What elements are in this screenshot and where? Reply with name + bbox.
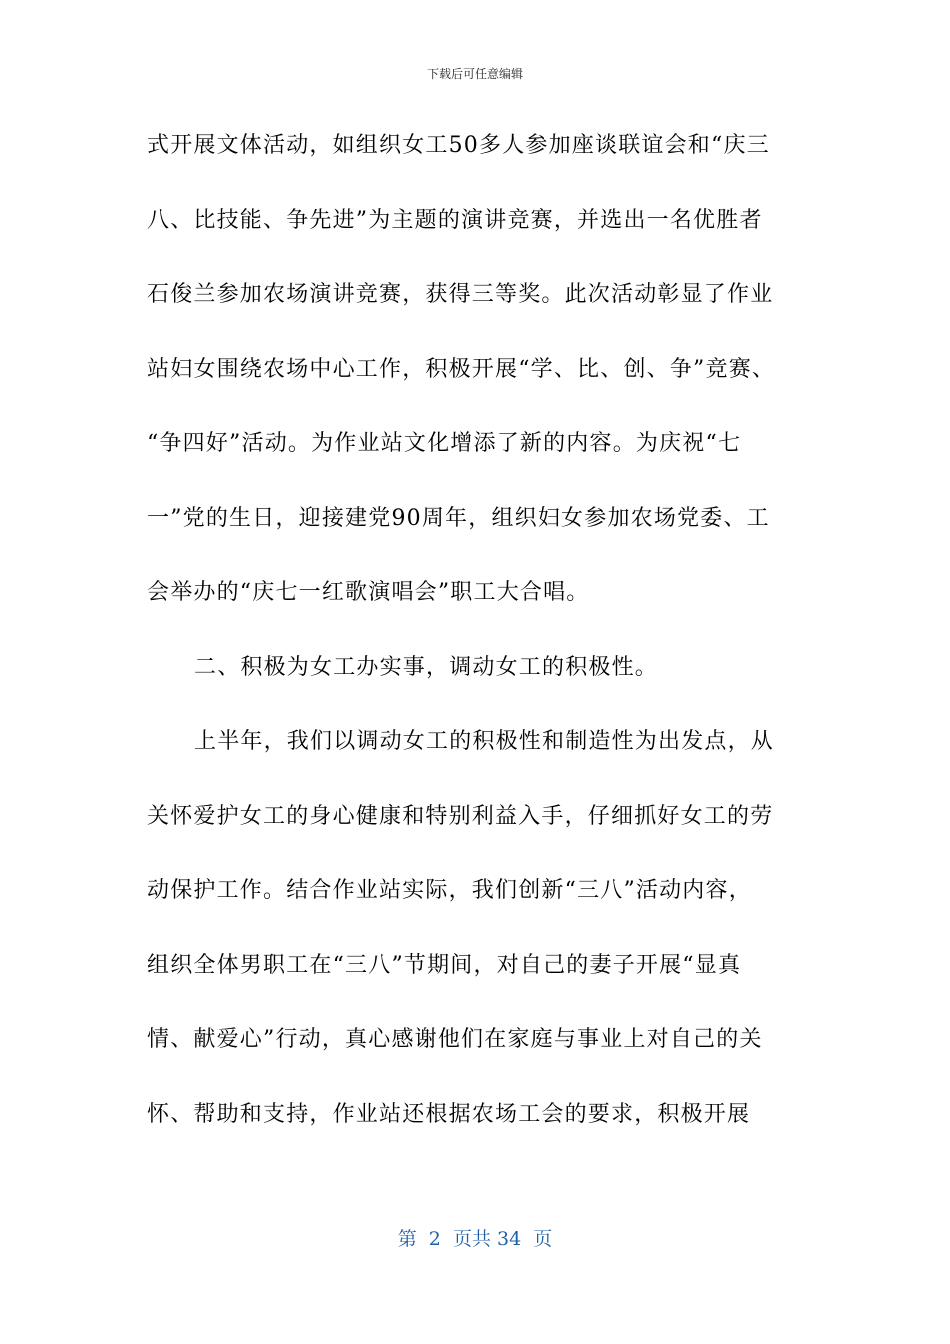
text-line-2: 八、比技能、争先进”为主题的演讲竞赛，并选出一名优胜者 xyxy=(147,207,763,233)
page-number-footer: 第 2 页共 34 页 xyxy=(397,1228,553,1250)
document-body xyxy=(147,126,827,1169)
text-line-7: 会举办的“庆七一红歌演唱会”职工大合唱。 xyxy=(147,580,590,605)
section-heading: 二、积极为女工办实事，调动女工的积极性。 xyxy=(194,654,659,680)
text-line-4: 站妇女围绕农场中心工作，积极开展“学、比、创、争”竞赛、 xyxy=(147,356,776,382)
text-line-10: 关怀爱护女工的身心健康和特别利益入手，仔细抓好女工的劳 xyxy=(147,803,774,829)
text-line-14: 怀、帮助和支持，作业站还根据农场工会的要求，积极开展 xyxy=(147,1101,751,1127)
text-line-9: 上半年，我们以调动女工的积极性和制造性为出发点，从 xyxy=(194,729,775,754)
text-line-1: 式开展文体活动，如组织女工50多人参加座谈联谊会和“庆三 xyxy=(147,133,770,158)
text-line-3: 石俊兰参加农场演讲竞赛，获得三等奖。此次活动彰显了作业 xyxy=(147,282,774,307)
text-line-13: 情、献爱心”行动，真心感谢他们在家庭与事业上对自己的关 xyxy=(147,1027,763,1052)
text-line-11: 动保护工作。结合作业站实际，我们创新“三八”活动内容， xyxy=(147,878,752,903)
text-line-6: 一”党的生日，迎接建党90周年，组织妇女参加农场党委、工 xyxy=(147,505,770,531)
text-line-12: 组织全体男职工在“三八”节期间，对自己的妻子开展“显真 xyxy=(147,952,742,978)
text-line-5: “争四好”活动。为作业站文化增添了新的内容。为庆祝“七 xyxy=(147,431,742,456)
page-header-note: 下载后可任意编辑 xyxy=(426,67,523,81)
